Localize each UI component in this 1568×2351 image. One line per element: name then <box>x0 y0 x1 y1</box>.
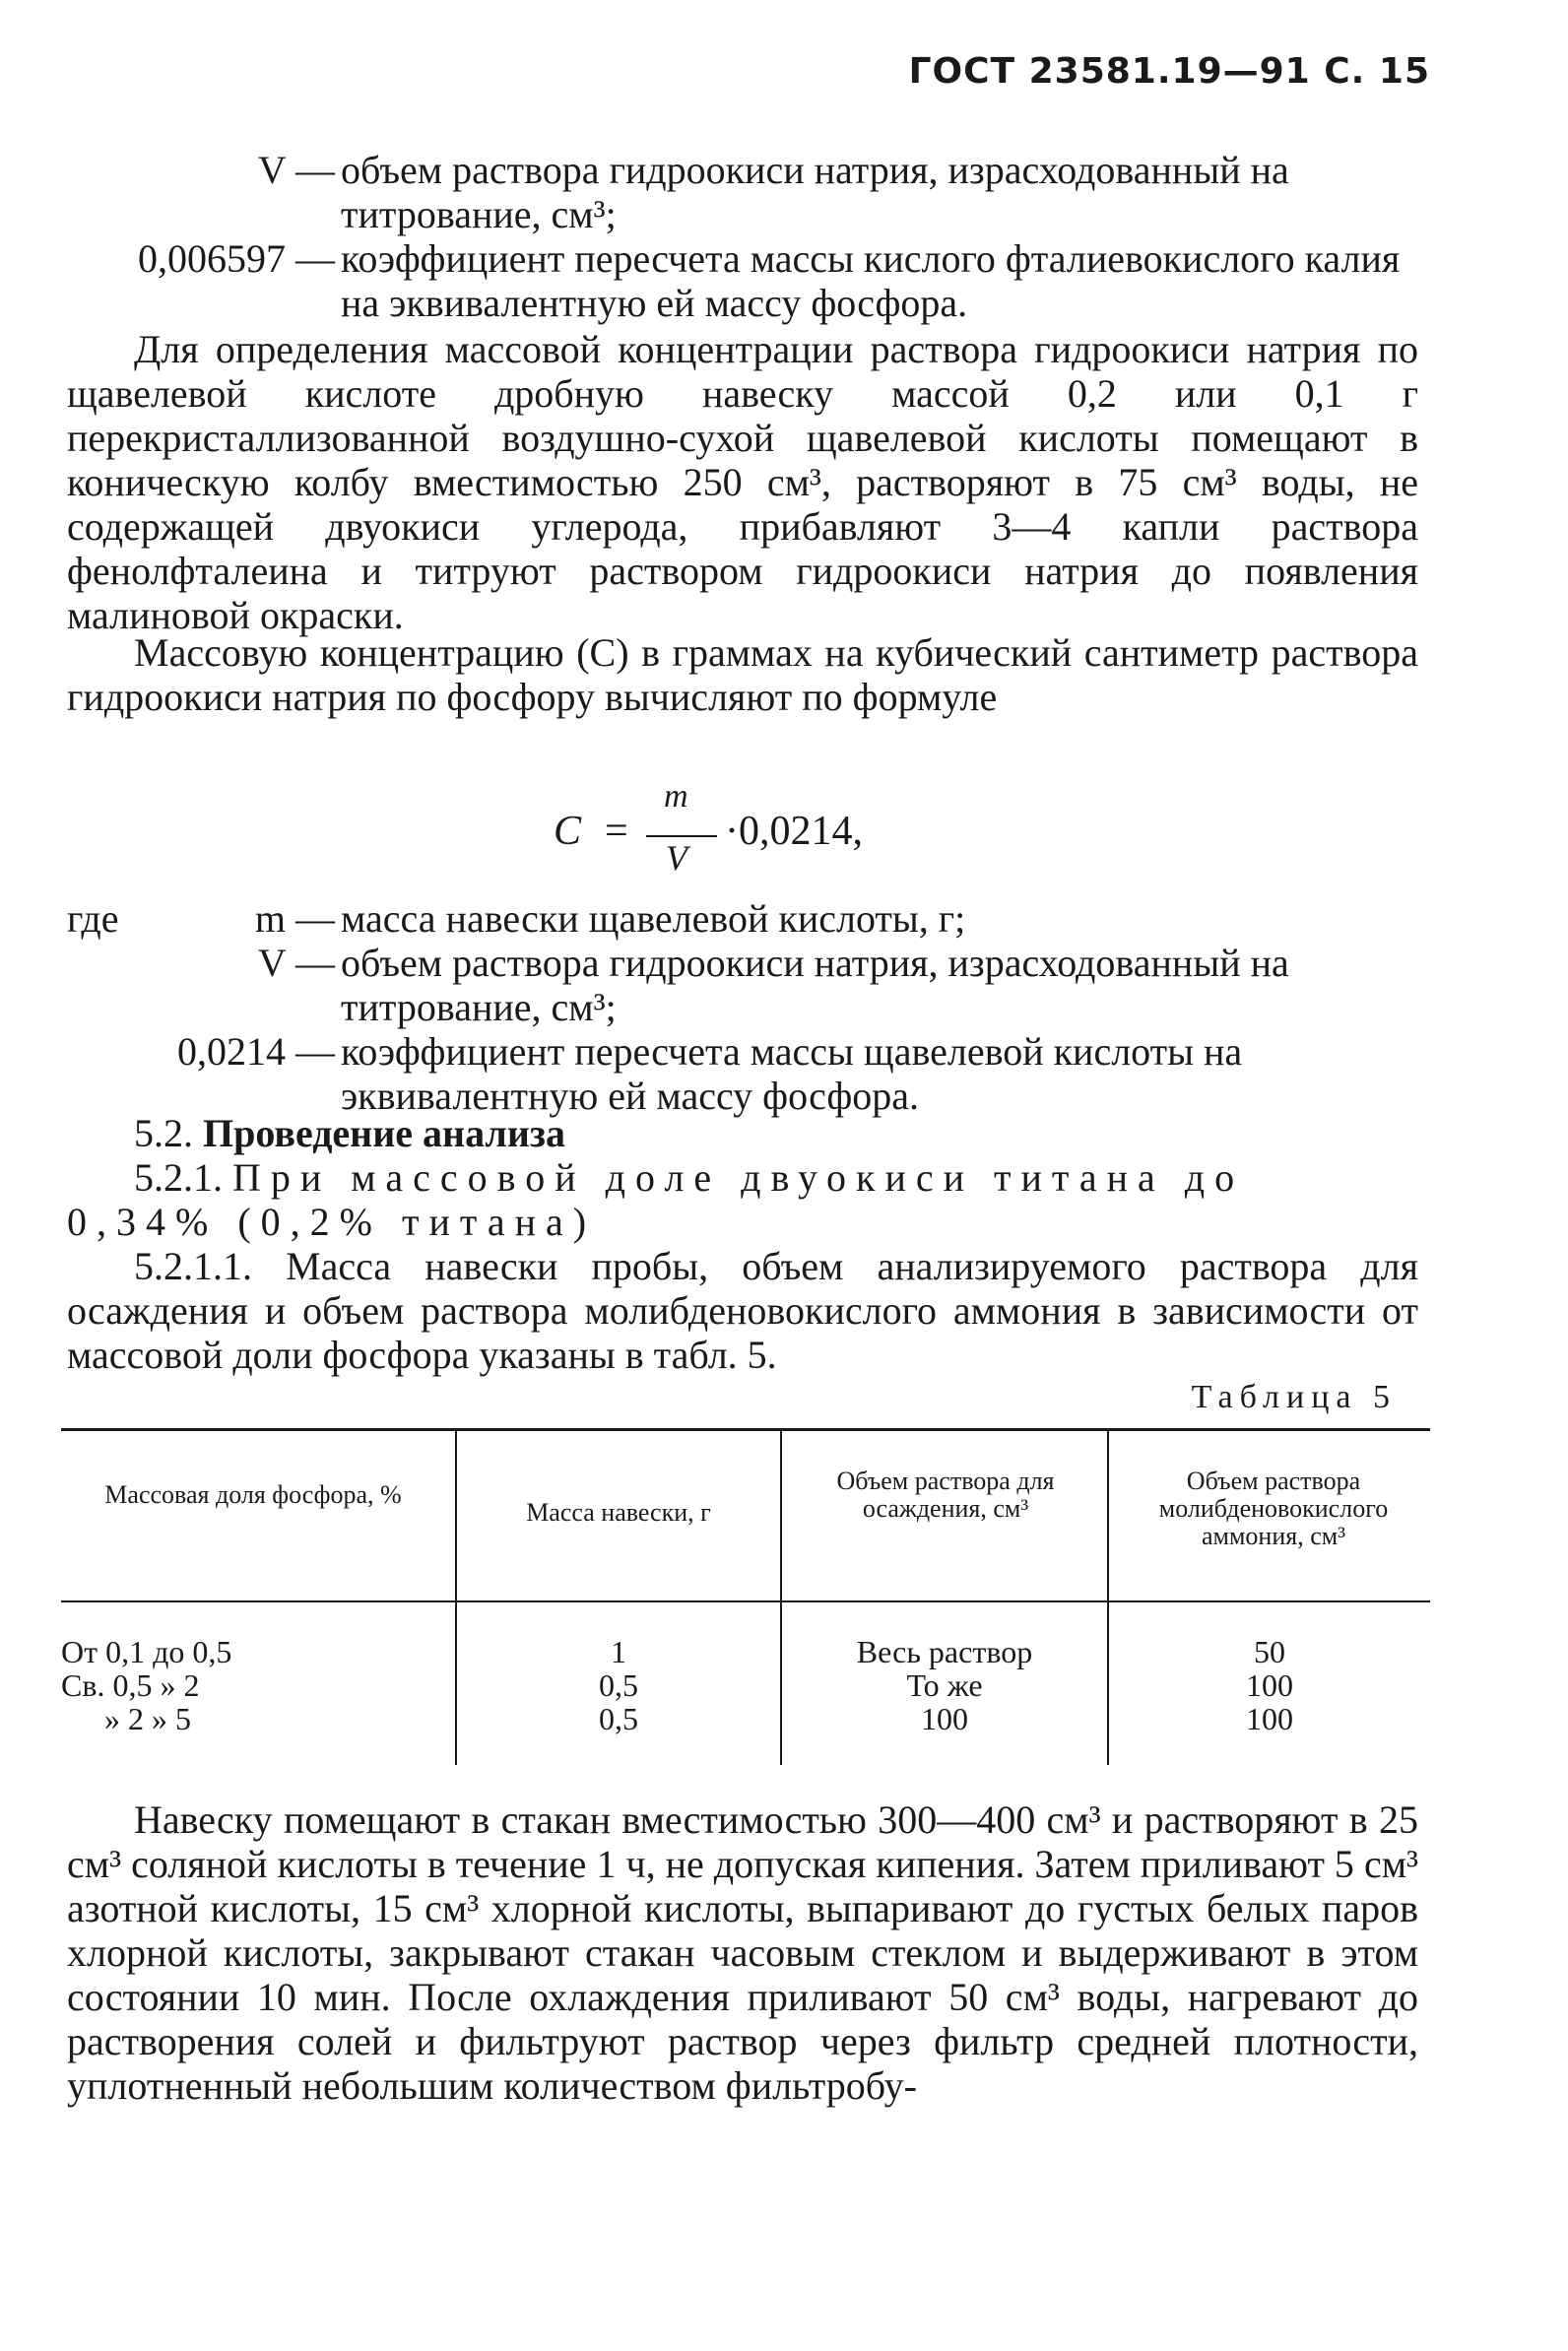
formula-denominator: V <box>666 838 687 878</box>
paragraph-sample-mass: 5.2.1.1. Масса навески пробы, объем анализируемого раствора для осаждения и объем раствора молибденовокислого аммония в зависимости от массовой доли фосфора указаны в табл. 5. <box>67 1244 1418 1377</box>
table-header-rule <box>61 1600 1430 1602</box>
section-heading-5-2-1 <box>134 1155 1418 1200</box>
page-header: ГОСТ 23581.19—91 С. 15 <box>908 51 1430 92</box>
paragraph-dissolution: Навеску помещают в стакан вместимостью 300—400 см³ и растворяют в 25 см³ соляной кислоты в течение 1 ч, не допуская кипения. Затем приливают 5 см³ азотной кислоты, 15 см³ хлорной кислоты, выпаривают до густых белых паров хлорной кислоты, закрывают стакан часовым стеклом и выдерживают в этом состоянии 10 мин. После охлаждения приливают 50 см³ воды, нагревают до растворения солей и фильтруют раствор через фильтр средней плотности, уплотненный небольшим количеством фильтробу- <box>67 1797 1418 2108</box>
table-cell: От 0,1 до 0,5 <box>61 1634 232 1669</box>
formula <box>554 778 967 886</box>
table-cell: То же <box>906 1667 983 1703</box>
definition-text: коэффициент пересчета массы кислого фталиевокислого калия на эквивалентную ей массу фосфора. <box>341 236 1401 325</box>
table-cell: 100 <box>1246 1701 1293 1736</box>
paragraph-oxalic-method: Для определения массовой концентрации раствора гидроокиси натрия по щавелевой кислоте дробную навеску массой 0,2 или 0,1 г перекристаллизованной воздушно-сухой щавелевой кислоты помещают в коническую колбу вместимостью 250 см³, растворяют в 75 см³ воды, не содержащей двуокиси углерода, прибавляют 3—4 капли раствора фенолфталеина и титруют раствором гидроокиси натрия до появления малиновой окраски. <box>67 327 1418 637</box>
table-cell: 100 <box>921 1701 968 1736</box>
definition-term: 0,0214 — <box>177 1029 335 1074</box>
table-header-precipitation-volume: Объем раствора для осаждения, см³ <box>836 1467 1055 1523</box>
definition-text: масса навески щавелевой кислоты, г; <box>341 896 966 941</box>
table-header-molybdate-volume: Объем раствора молибденовокислого аммония, см³ <box>1158 1467 1389 1550</box>
table-cell: Св. 0,5 » 2 <box>61 1667 200 1703</box>
section-title-line1: При массовой доле двуокиси титана до <box>232 1155 1245 1200</box>
paragraph-concentration-intro: Массовую концентрацию (C) в граммах на кубический сантиметр раствора гидроокиси натрия по фосфору вычисляют по формуле <box>67 630 1418 719</box>
definition-v-2 <box>67 941 1418 1034</box>
definition-coefficient-2 <box>67 1029 1418 1123</box>
definition-coefficient-1 <box>67 236 1418 330</box>
definition-text: объем раствора гидроокиси натрия, израсходованный на титрование, см³; <box>341 941 1289 1029</box>
definition-term: m — <box>254 896 335 941</box>
section-title-line2: 0,34% (0,2% титана) <box>67 1200 597 1244</box>
table-5 <box>61 1428 1430 1763</box>
where-label: где <box>67 896 119 941</box>
table-top-rule <box>61 1428 1430 1431</box>
formula-coefficient: ·0,0214, <box>725 809 863 854</box>
definition-text: объем раствора гидроокиси натрия, израсходованный на титрование, см³; <box>341 148 1289 236</box>
formula-numerator: m <box>664 778 688 815</box>
definition-term: V — <box>257 148 335 192</box>
formula-lhs: C <box>554 809 582 854</box>
definition-term: 0,006597 — <box>138 236 335 281</box>
formula-equals: = <box>605 809 628 854</box>
table-cell: 100 <box>1246 1667 1293 1703</box>
table-cell: 50 <box>1254 1634 1285 1669</box>
table-caption: Таблица 5 <box>1191 1379 1397 1415</box>
section-title: Проведение анализа <box>203 1111 565 1155</box>
table-header-phosphorus: Массовая доля фосфора, % <box>104 1480 402 1509</box>
definition-m <box>67 896 1418 941</box>
definition-v <box>67 148 1418 241</box>
table-cell: » 2 » 5 <box>104 1701 191 1736</box>
section-number: 5.2. <box>134 1111 193 1155</box>
table-cell: Весь раствор <box>856 1634 1033 1669</box>
definition-text: коэффициент пересчета массы щавелевой кислоты на эквивалентную ей массу фосфора. <box>341 1029 1243 1118</box>
section-heading-5-2 <box>134 1111 565 1155</box>
table-cell: 1 <box>611 1634 626 1669</box>
section-number: 5.2.1. <box>134 1155 223 1200</box>
table-cell: 0,5 <box>599 1701 638 1736</box>
definition-term: V — <box>257 941 335 985</box>
table-cell: 0,5 <box>599 1667 638 1703</box>
table-header-sample-mass: Масса навески, г <box>526 1498 711 1527</box>
